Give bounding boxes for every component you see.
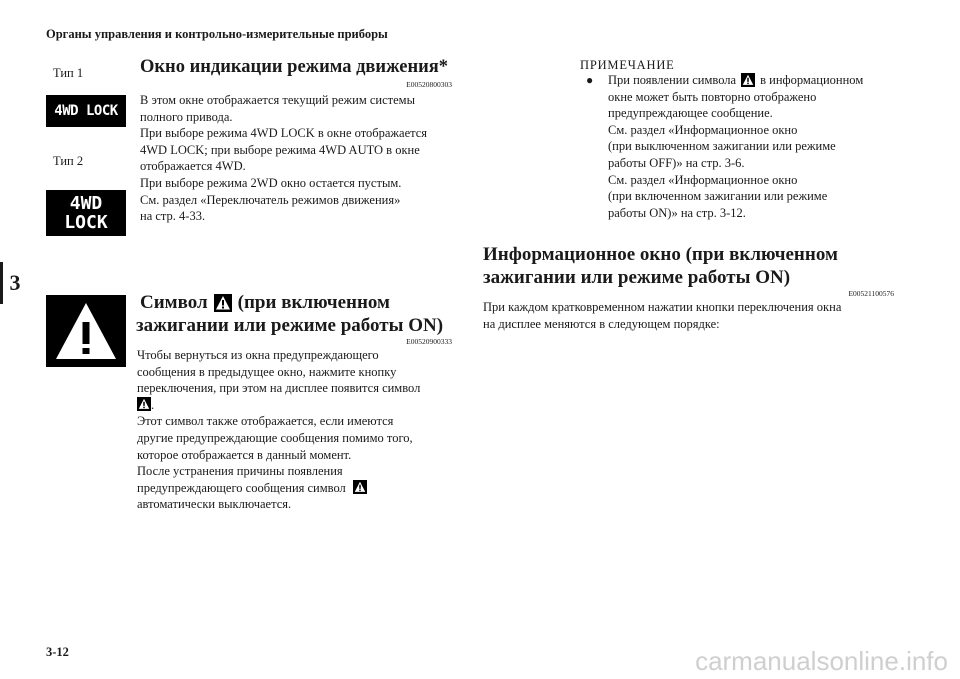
- section3-body: [483, 299, 903, 332]
- section2-line: Чтобы вернуться из окна предупреждающего: [137, 348, 379, 362]
- section1-line: полного привода.: [140, 109, 233, 124]
- section3-code: E00521100576: [848, 289, 894, 298]
- section2-line: переключения, при этом на дисплее появится символ: [137, 381, 421, 396]
- section1-code: E00520800303: [406, 80, 452, 89]
- section2-line: Этот символ также отображается, если имеются: [137, 414, 394, 429]
- warning-icon: [353, 480, 367, 494]
- display-type2-image: [46, 190, 126, 236]
- section2-line: автоматически выключается.: [137, 497, 292, 512]
- warning-icon: [137, 397, 151, 411]
- section3-title: [483, 243, 903, 289]
- warning-icon: [741, 73, 755, 87]
- warning-triangle-icon: [46, 295, 126, 367]
- watermark: carmanualsonline.info: [695, 646, 948, 676]
- section2-title-after: (при включенном: [237, 292, 390, 313]
- bullet-icon: ●: [586, 73, 594, 87]
- type1-label: Тип 1: [53, 66, 84, 80]
- section2-code: E00520900333: [406, 337, 452, 346]
- note-line: (при включенном зажигании или режиме: [608, 189, 828, 204]
- page-number: 3-12: [46, 645, 69, 659]
- note-line: (при выключенном зажигании или режиме: [608, 139, 836, 154]
- section2-line: сообщения в предыдущее окно, нажмите кнопку: [137, 364, 397, 379]
- display-type1-text: 4WD LOCK: [54, 103, 118, 119]
- running-header: Органы управления и контрольно-измерительные приборы: [46, 27, 388, 41]
- note-line: работы ON)» на стр. 3-12.: [608, 205, 746, 220]
- type2-label: Тип 2: [53, 154, 84, 168]
- display-type1-image: [46, 95, 126, 127]
- note-line: работы OFF)» на стр. 3-6.: [608, 155, 745, 170]
- section1-line: При выборе режима 2WD окно остается пустым.: [140, 175, 402, 190]
- section2-line: которое отображается в данный момент.: [137, 447, 352, 462]
- section2-icon-line: [137, 480, 467, 497]
- note-line: См. раздел «Информационное окно: [608, 122, 798, 137]
- section2-line: После устранения причины появления: [137, 464, 343, 479]
- section2-after-icon: .: [151, 397, 155, 412]
- note-first-before: При появлении символа: [608, 73, 737, 87]
- note-line: См. раздел «Информационное окно: [608, 172, 798, 187]
- section1-line: При выборе режима 4WD LOCK в окне отображается: [140, 126, 428, 141]
- note-body: [586, 72, 916, 221]
- section1-title: Окно индикации режима движения*: [140, 57, 449, 77]
- warning-icon: [214, 294, 232, 312]
- note-label: ПРИМЕЧАНИЕ: [580, 58, 675, 72]
- section3-title-line2: зажигании или режиме работы ON): [483, 267, 791, 288]
- section1-body: [140, 92, 470, 225]
- section2-icon-line: [137, 397, 467, 414]
- display-type2-line2: LOCK: [64, 212, 108, 233]
- section3-line: на дисплее меняются в следующем порядке:: [483, 316, 720, 331]
- note-line: окне может быть повторно отображено: [608, 89, 817, 104]
- section2-line: другие предупреждающие сообщения помимо того,: [137, 430, 413, 445]
- section2-body: [137, 347, 467, 513]
- display-type2-line1: 4WD: [69, 193, 103, 214]
- section2-title: [136, 291, 460, 337]
- section1-line: В этом окне отображается текущий режим системы: [140, 93, 415, 107]
- section3-title-line1: Информационное окно (при включенном: [483, 244, 838, 265]
- section2-line-with-icon: предупреждающего сообщения символ: [137, 480, 346, 495]
- chapter-tab: 3: [0, 268, 30, 298]
- section1-line: отображается 4WD.: [140, 159, 246, 174]
- section2-title-before: Символ: [140, 292, 208, 313]
- section3-line: При каждом кратковременном нажатии кнопки переключения окна: [483, 300, 842, 314]
- section1-line: 4WD LOCK; при выборе режима 4WD AUTO в окне: [140, 142, 420, 157]
- section1-line: на стр. 4-33.: [140, 209, 206, 224]
- section2-title-line2: зажигании или режиме работы ON): [136, 315, 444, 336]
- note-line: предупреждающее сообщение.: [608, 106, 773, 121]
- section1-line: См. раздел «Переключатель режимов движения»: [140, 192, 401, 207]
- warning-symbol-image: [46, 295, 126, 367]
- note-first-after: в информационном: [760, 73, 864, 87]
- note-first-line: [586, 72, 916, 89]
